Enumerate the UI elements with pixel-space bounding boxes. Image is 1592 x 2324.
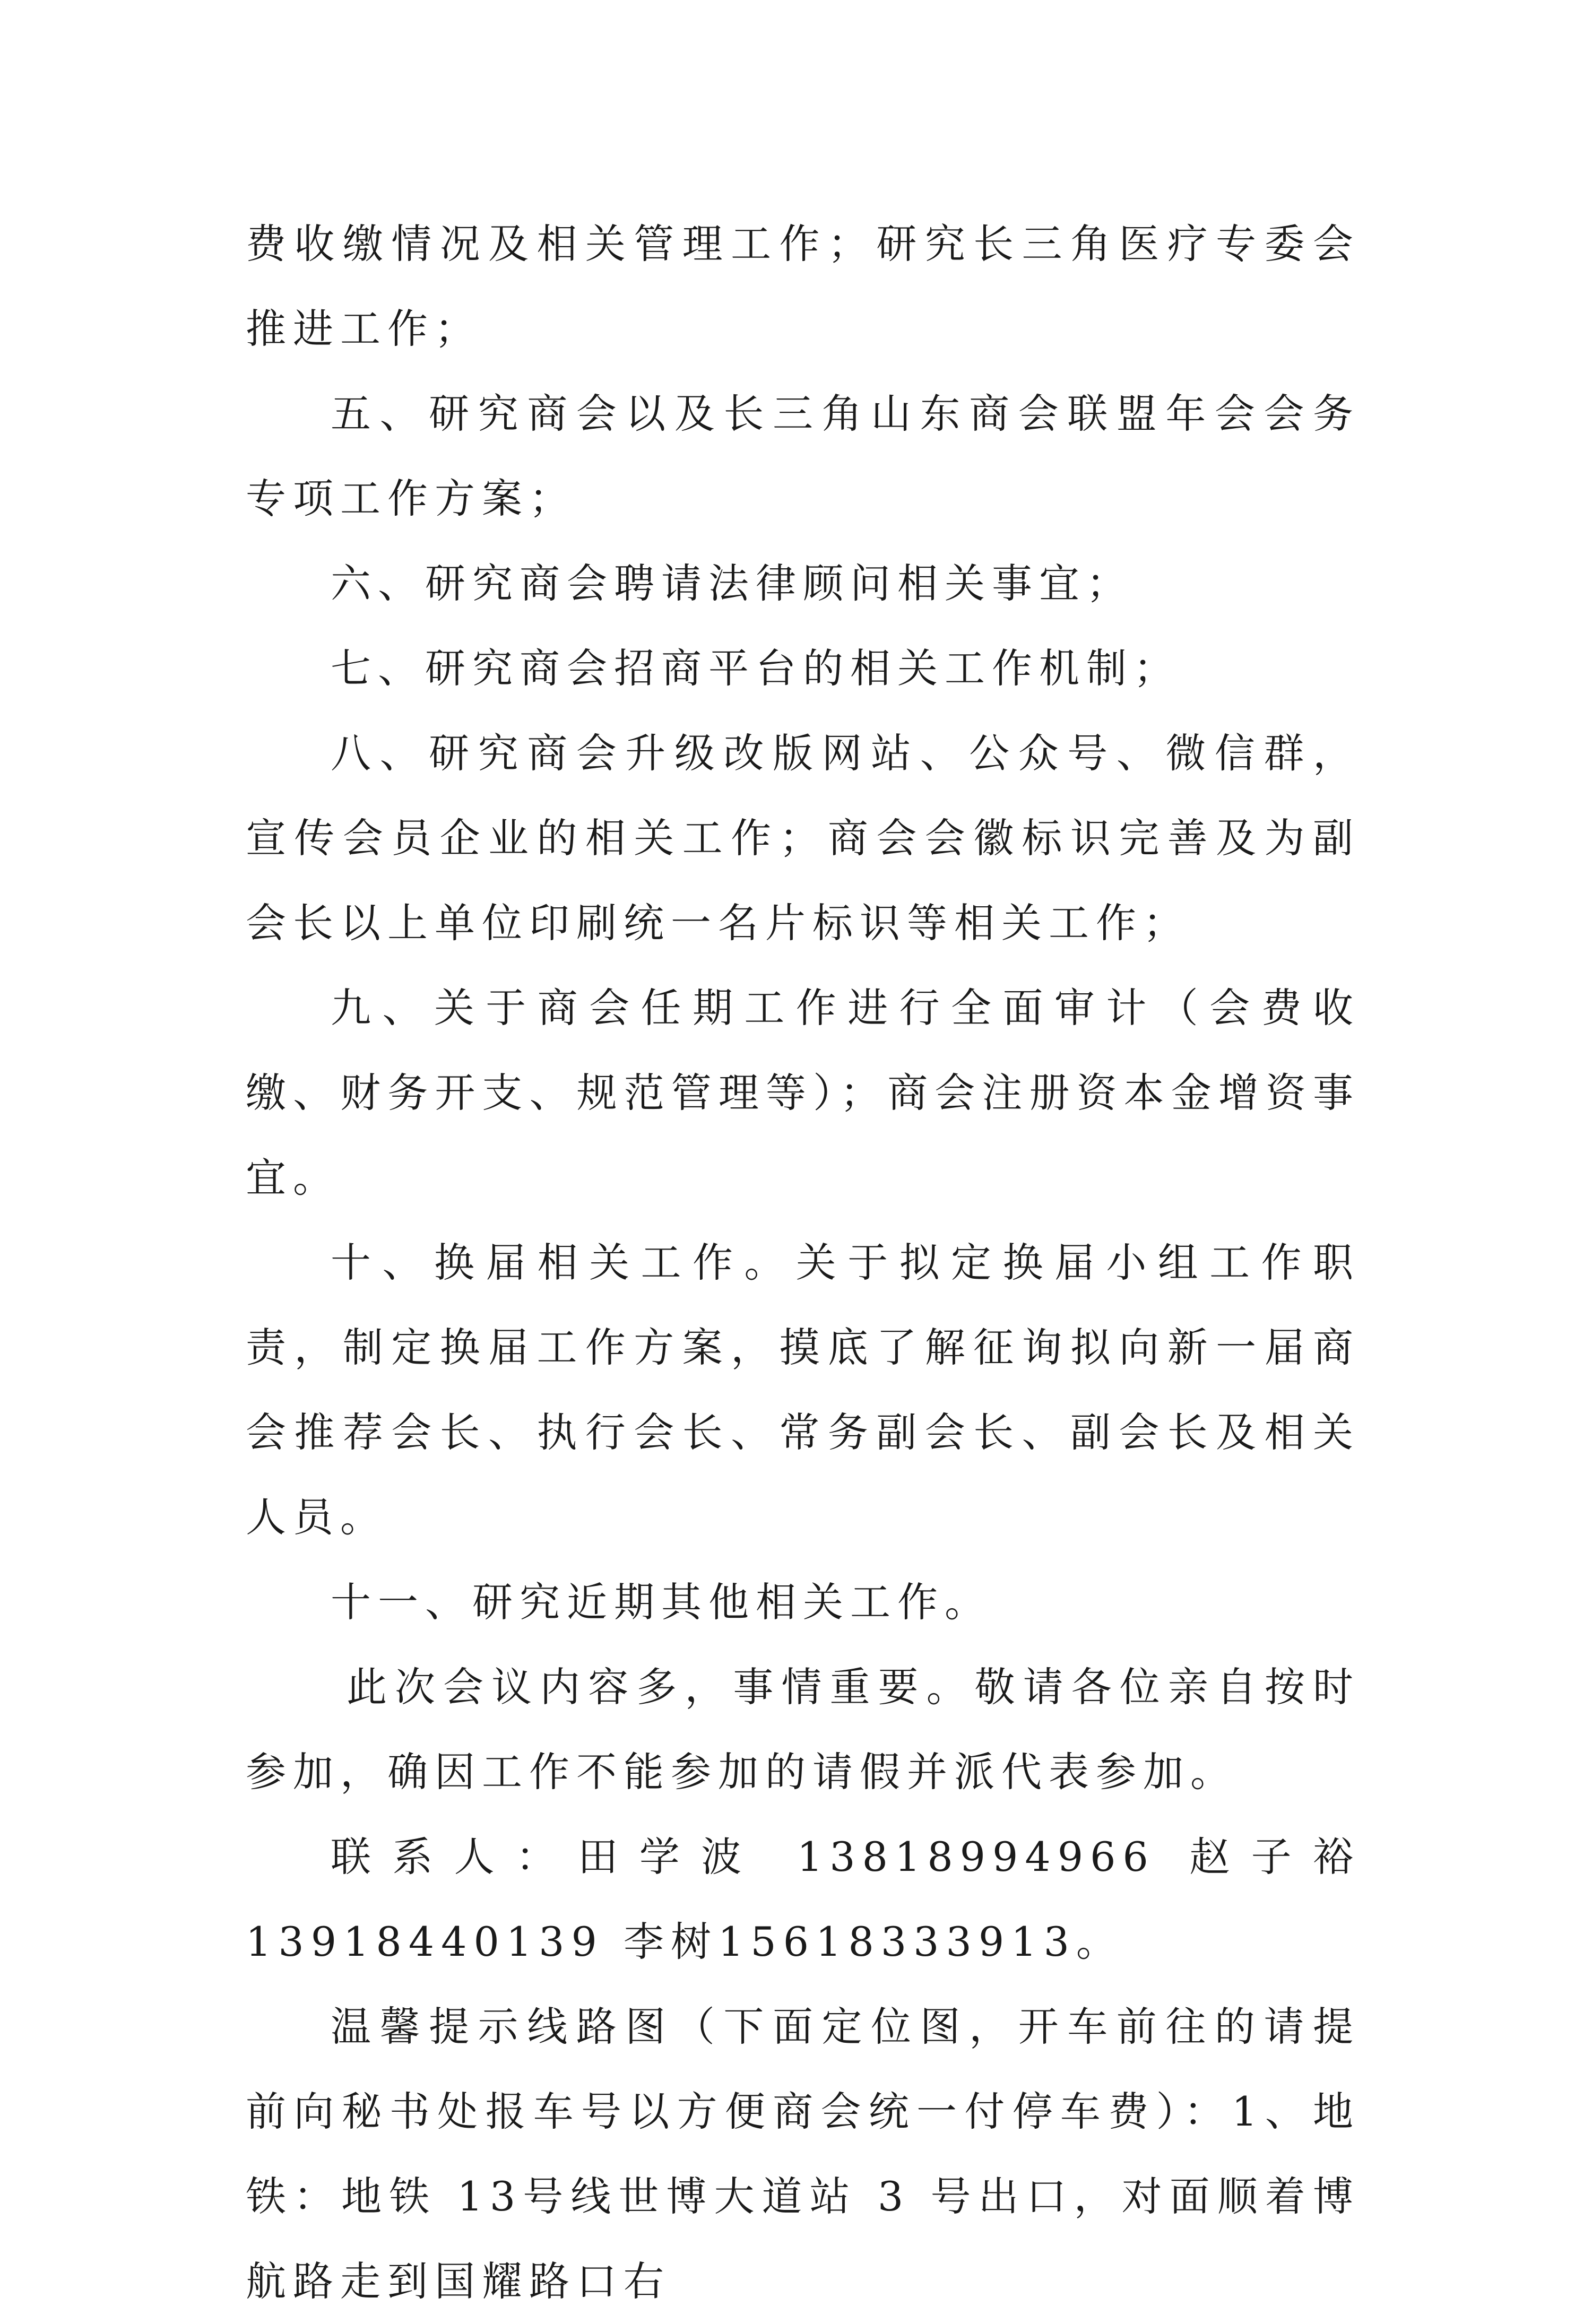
paragraph-item-11: 十一、研究近期其他相关工作。 [331,1579,992,1626]
paragraph-item-7: 七、研究商会招商平台的相关工作机制； [331,645,1181,692]
paragraph-route-tips: 温馨提示线路图（下面定位图，开车前往的请提前向秘书处报车号以方便商会统一付停车费）：1、地铁：地铁 13号线世博大道站 3 号出口，对面顺着博航路走到国耀路口右 [246,2003,1360,2305]
paragraph-item-9: 九、关于商会任期工作进行全面审计（会费收缴、财务开支、规范管理等）；商会注册资本金增资事宜。 [246,984,1360,1201]
paragraph-fee-collection: 费收缴情况及相关管理工作；研究长三角医疗专委会推进工作； [246,220,1360,352]
paragraph-contacts: 联系人：田学波 13818994966 赵子裕 13918440139 李树15618333913。 [246,1833,1360,1965]
paragraph-item-8: 八、研究商会升级改版网站、公众号、微信群，宣传会员企业的相关工作；商会会徽标识完善及为副会长以上单位印刷统一名片标识等相关工作； [246,730,1360,947]
paragraph-item-10: 十、换届相关工作。关于拟定换届小组工作职责，制定换届工作方案，摸底了解征询拟向新一届商会推荐会长、执行会长、常务副会长、副会长及相关人员。 [246,1239,1360,1541]
paragraph-item-6: 六、研究商会聘请法律顾问相关事宜； [331,560,1134,607]
paragraph-attendance-note: 此次会议内容多，事情重要。敬请各位亲自按时参加，确因工作不能参加的请假并派代表参加。 [246,1663,1360,1796]
document-body [246,202,1360,2324]
paragraph-item-5: 五、研究商会以及长三角山东商会联盟年会会务专项工作方案； [246,390,1360,522]
